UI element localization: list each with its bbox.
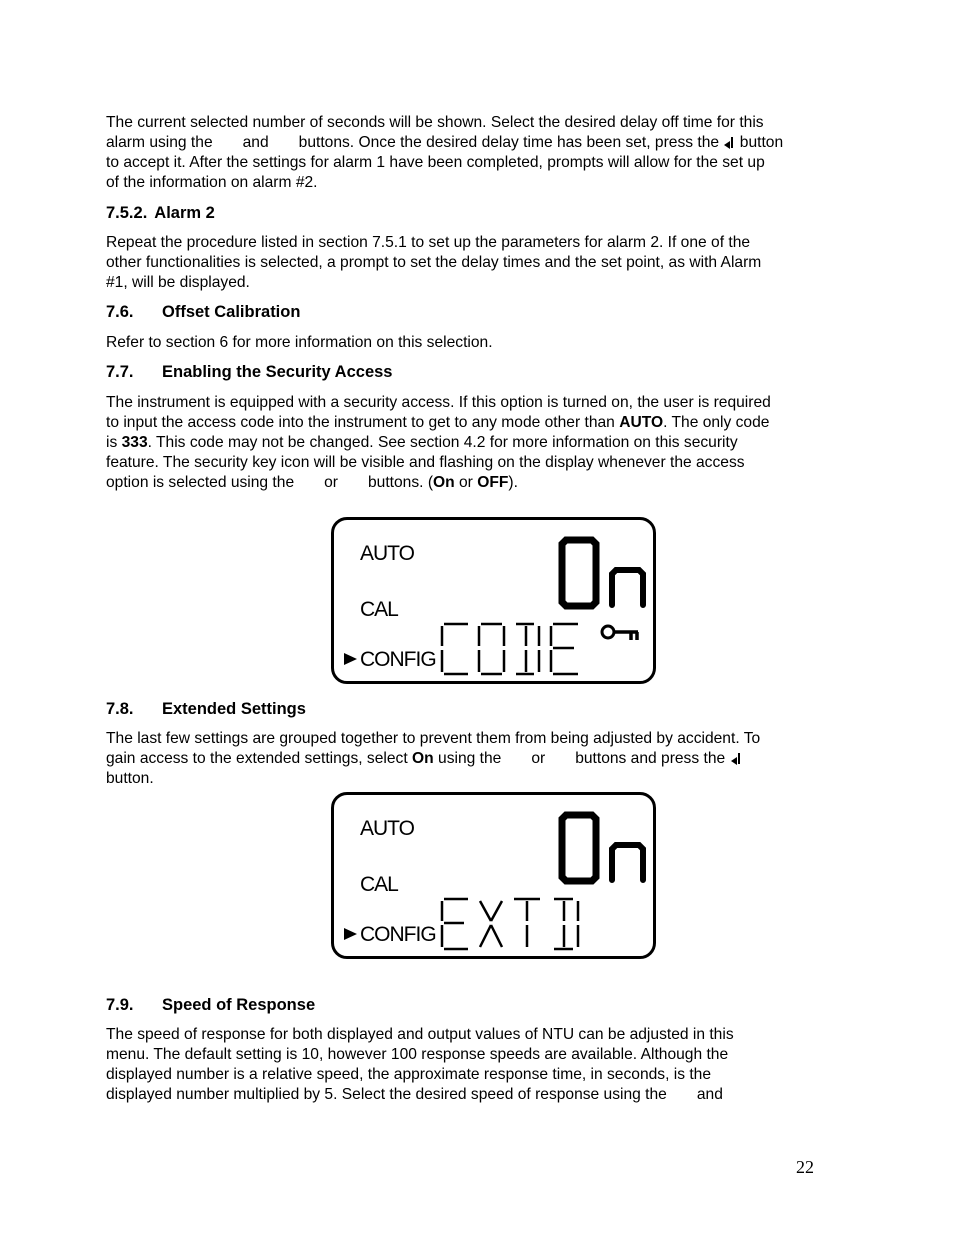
section-heading-7-7 — [106, 362, 392, 382]
security-key-icon — [602, 626, 638, 640]
lcd-display-code — [331, 517, 656, 684]
text-bold: OFF — [477, 474, 509, 491]
text-line — [106, 749, 760, 769]
paragraph-offset-calibration: Refer to section 6 for more information on this selection. — [106, 334, 493, 351]
lcd-display-extd — [331, 792, 656, 959]
lcd-figure — [334, 520, 653, 681]
text-line — [106, 133, 783, 153]
text-line: feature. The security key icon will be visible and flashing on the display whenever the access — [106, 454, 745, 471]
lcd-segment-text-extd — [442, 899, 578, 949]
text-run: gain access to the extended settings, select — [106, 750, 408, 767]
paragraph-security-access — [106, 393, 771, 493]
section-number: 7.9. — [106, 996, 134, 1014]
text-line: button. — [106, 770, 154, 787]
lcd-big-digit-n — [612, 570, 643, 605]
section-heading-7-8 — [106, 699, 306, 719]
lcd-mode-cal: CAL — [360, 598, 398, 621]
text-line: displayed number is a relative speed, the approximate response time, in seconds, is the — [106, 1066, 712, 1083]
text-run: alarm using the — [106, 134, 213, 151]
text-run: and — [696, 1086, 723, 1103]
selection-arrow-icon — [344, 928, 357, 940]
text-bold: AUTO — [619, 414, 664, 431]
text-line — [106, 413, 771, 433]
section-heading-7-5-2 — [106, 203, 215, 223]
text-run: . The only code — [663, 414, 770, 431]
lcd-big-digit-n — [612, 845, 643, 880]
text-line: #1, will be displayed. — [106, 274, 250, 291]
text-run: buttons. ( — [368, 474, 434, 491]
text-run: or — [324, 474, 338, 491]
paragraph-delay-off — [106, 113, 783, 193]
text-line: The speed of response for both displayed and output values of NTU can be adjusted in this — [106, 1026, 734, 1043]
text-bold: On — [412, 750, 434, 767]
text-bold: 333 — [121, 434, 148, 451]
text-line: Repeat the procedure listed in section 7.5.1 to set up the parameters for alarm 2. If one of the — [106, 234, 751, 251]
lcd-mode-config: CONFIG — [360, 648, 436, 671]
enter-key-icon — [730, 753, 742, 765]
section-title: Alarm 2 — [154, 204, 215, 222]
text-line — [106, 1085, 734, 1105]
lcd-mode-auto: AUTO — [360, 817, 414, 840]
text-line: The last few settings are grouped together to prevent them from being adjusted by accident. To — [106, 730, 761, 747]
text-line: menu. The default setting is 10, however 100 response speeds are available. Although the — [106, 1046, 729, 1063]
text-run: and — [242, 134, 269, 151]
text-line — [106, 433, 771, 453]
section-title: Offset Calibration — [162, 303, 301, 321]
text-run: using the — [438, 750, 502, 767]
text-line — [106, 473, 771, 493]
text-run: . This code may not be changed. See section 4.2 for more information on this security — [147, 434, 738, 451]
lcd-big-digit-o — [562, 815, 596, 881]
text-line: of the information on alarm #2. — [106, 174, 318, 191]
text-line: The current selected number of seconds will be shown. Select the desired delay off time for this — [106, 114, 764, 131]
lcd-mode-config: CONFIG — [360, 923, 436, 946]
section-number: 7.6. — [106, 303, 134, 321]
lcd-figure — [334, 795, 653, 956]
section-number: 7.7. — [106, 363, 134, 381]
text-run: or — [531, 750, 546, 767]
text-run: buttons. Once the desired delay time has been set, press the — [298, 134, 720, 151]
text-run: ). — [508, 474, 518, 491]
section-heading-7-9 — [106, 995, 315, 1015]
text-line: other functionalities is selected, a prompt to set the delay times and the set point, as with Alarm — [106, 254, 762, 271]
lcd-mode-cal: CAL — [360, 873, 398, 896]
text-run: is — [106, 434, 118, 451]
paragraph-extended-settings — [106, 729, 760, 789]
section-title: Enabling the Security Access — [162, 363, 393, 381]
page-number: 22 — [796, 1157, 814, 1177]
text-line: to accept it. After the settings for alarm 1 have been completed, prompts will allow for the set up — [106, 154, 765, 171]
lcd-segment-text-code — [442, 624, 578, 674]
enter-key-icon — [723, 137, 735, 149]
section-title: Speed of Response — [162, 996, 316, 1014]
text-run: option is selected using the — [106, 474, 295, 491]
text-run: or — [454, 474, 478, 491]
text-run: to input the access code into the instrument to get to any mode other than — [106, 414, 615, 431]
section-number: 7.8. — [106, 700, 134, 718]
text-run: displayed number multiplied by 5. Select the desired speed of response using the — [106, 1086, 667, 1103]
section-title: Extended Settings — [162, 700, 306, 718]
section-number: 7.5.2. — [106, 204, 148, 222]
text-bold: On — [433, 474, 455, 491]
paragraph-alarm-2 — [106, 233, 761, 293]
selection-arrow-icon — [344, 653, 357, 665]
text-run: button — [739, 134, 784, 151]
lcd-big-digit-o — [562, 540, 596, 606]
text-line: The instrument is equipped with a security access. If this option is turned on, the user is required — [106, 394, 771, 411]
lcd-mode-auto: AUTO — [360, 542, 414, 565]
text-run: buttons and press the — [575, 750, 726, 767]
paragraph-speed-of-response — [106, 1025, 734, 1105]
section-heading-7-6 — [106, 302, 300, 322]
